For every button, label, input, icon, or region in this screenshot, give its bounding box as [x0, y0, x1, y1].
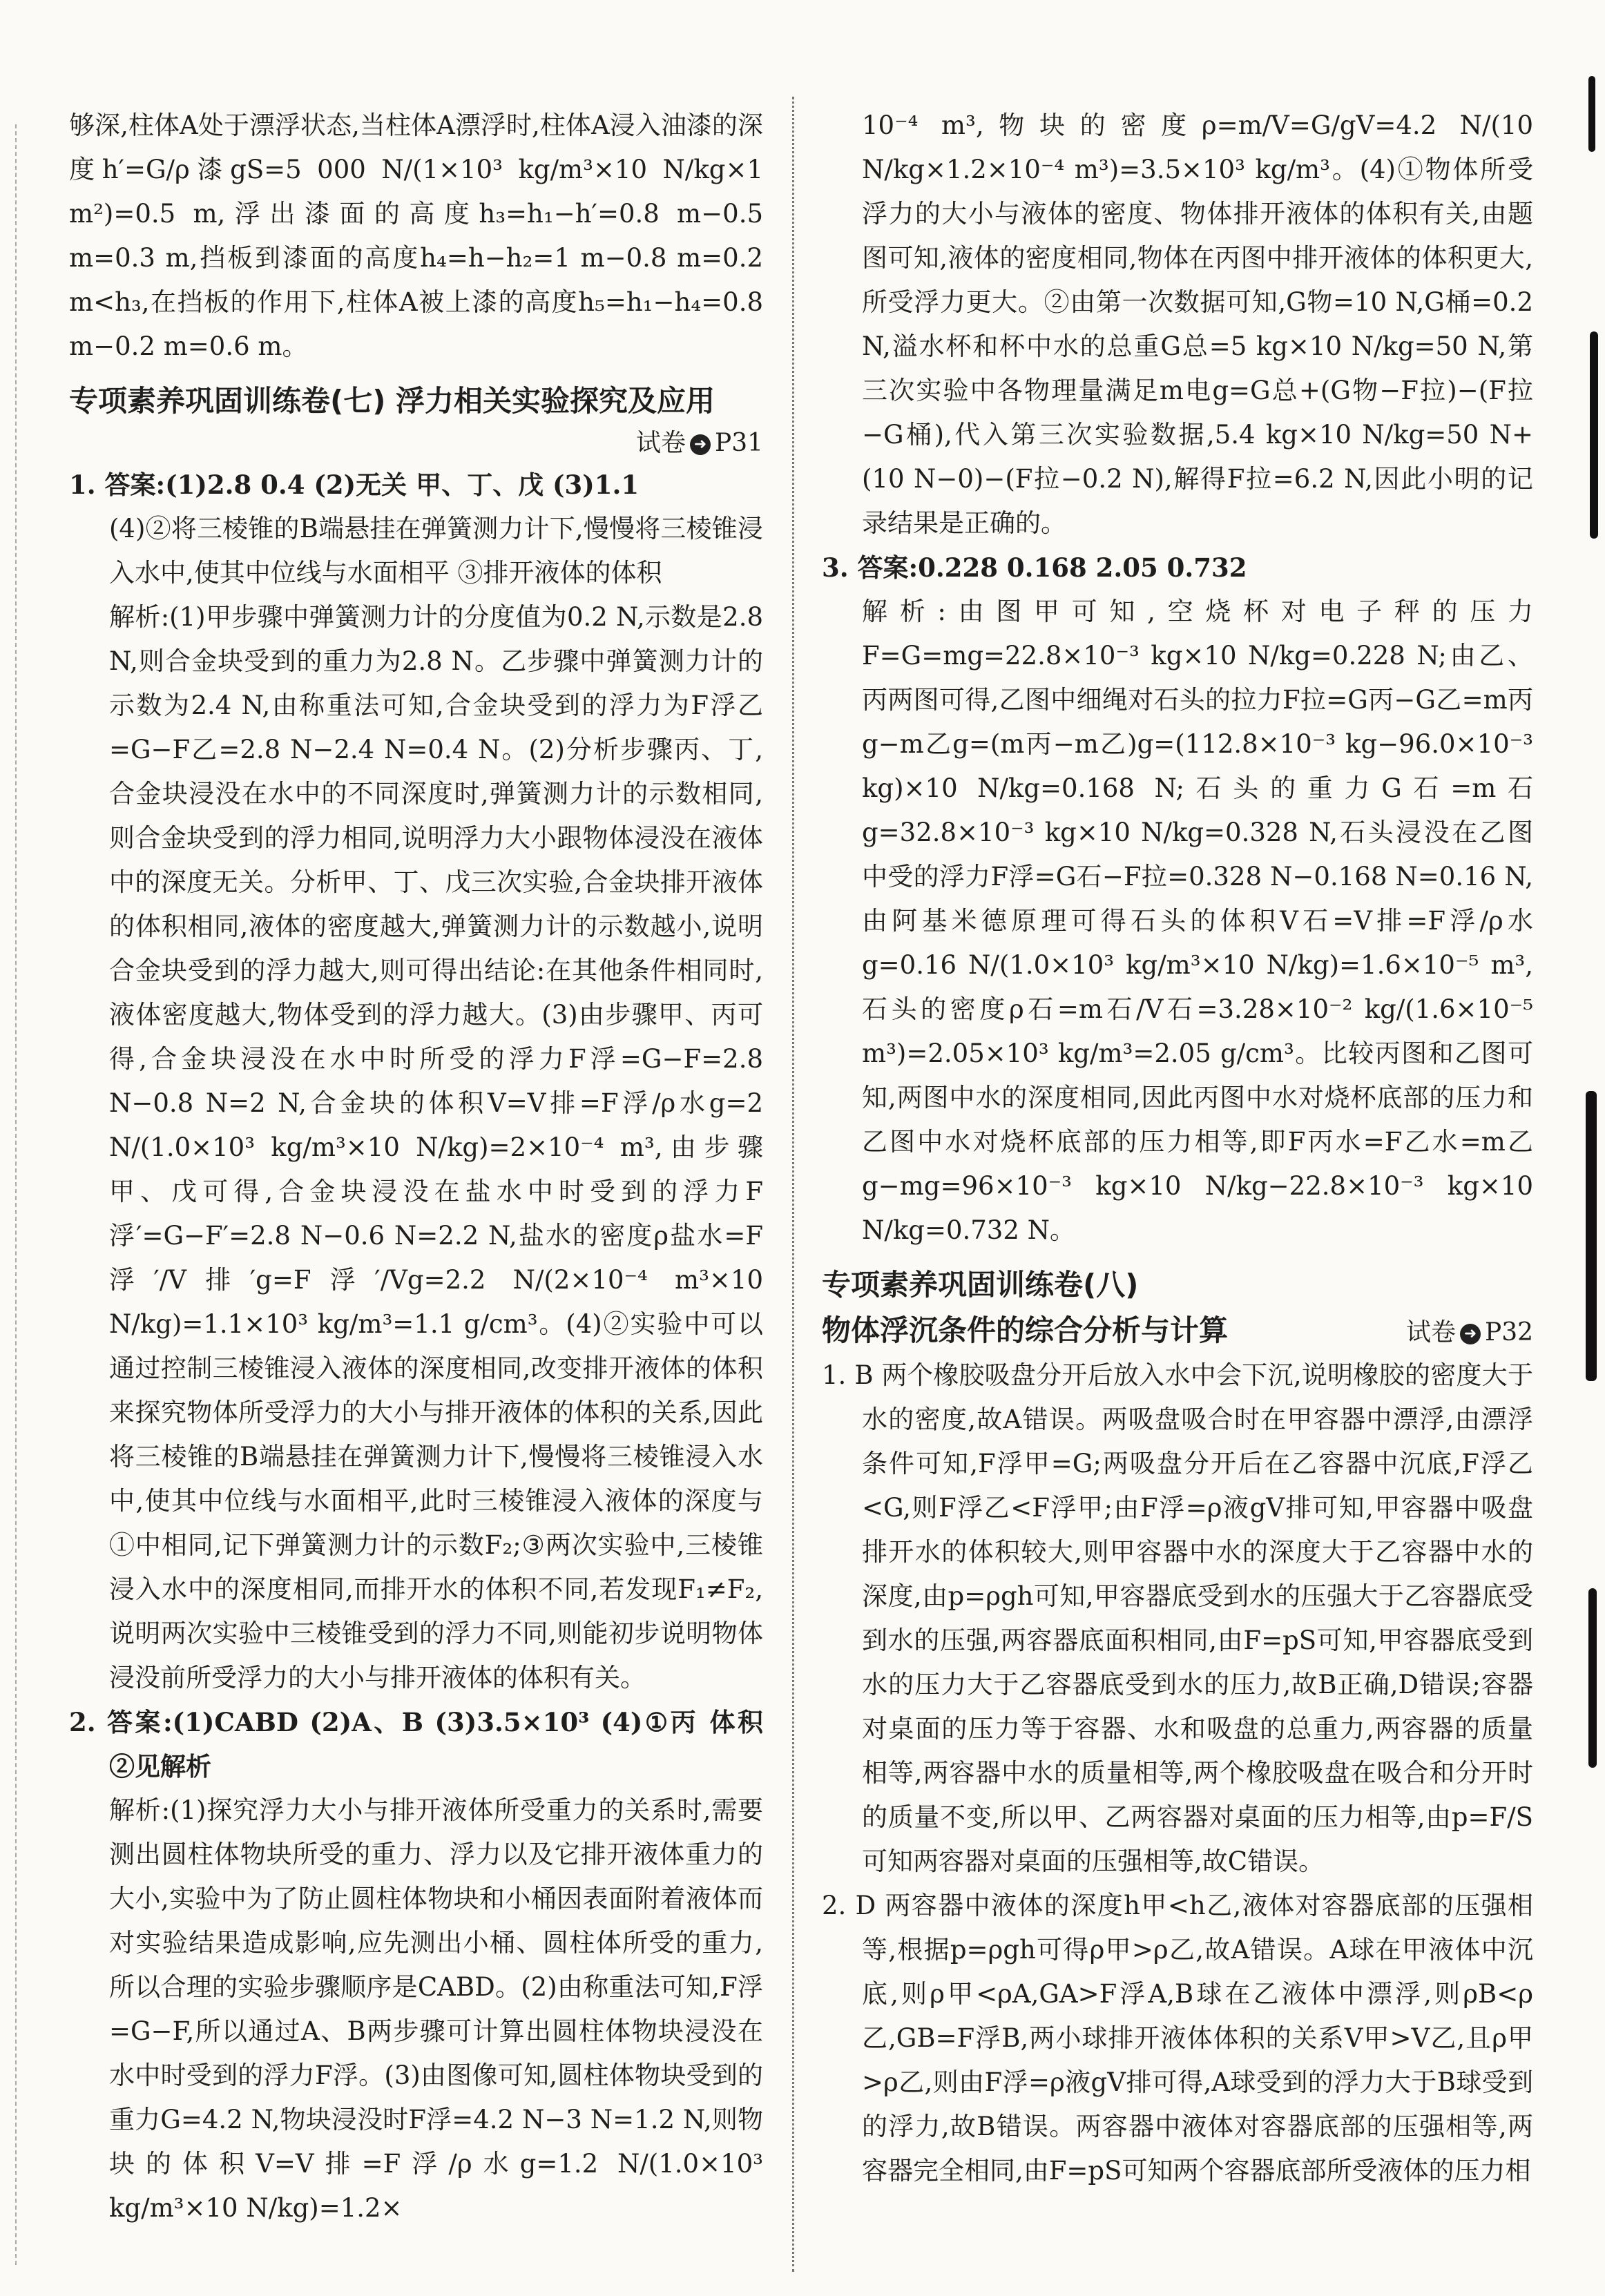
text-paragraph: 2. 答案:(1)CABD (2)A、B (3)3.5×10³ (4)①丙 体积 ②见解析	[69, 1707, 763, 1782]
text-paragraph: 1. 答案:(1)2.8 0.4 (2)无关 甲、丁、戊 (3)1.1	[69, 470, 640, 500]
text-paragraph: 解析:由图甲可知,空烧杯对电子秤的压力F=G=mg=22.8×10⁻³ kg×10 N/kg=0.228 N;由乙、丙两图可得,乙图中细绳对石头的拉力F拉=G丙−G乙=m丙g−m乙g=(m丙−m乙)g=(112.8×10⁻³ kg−96.0×10⁻³ kg)×10 N/kg=0.168 N;石头的重力G石=m石g=32.8×10⁻³ kg×10 N/kg=0.328 N,石头浸没在乙图中受的浮力F浮=G石−F拉=0.328 N−0.168 N=0.16 N,由阿基米德原理可得石头的体积V石=V排=F浮/ρ水g=0.16 N/(1.0×10³ kg/m³×10 N/kg)=1.6×10⁻⁵ m³,石头的密度ρ石=m石/V石=3.28×10⁻² kg/(1.6×10⁻⁵ m³)=2.05×10³ kg/m³=2.05 g/cm³。比较丙图和乙图可知,两图中水的深度相同,因此丙图中水对烧杯底部的压力和乙图中水对烧杯底部的压力相等,即F丙水=F乙水=m乙g−mg=96×10⁻³ kg×10 N/kg−22.8×10⁻³ kg×10 N/kg=0.732 N。	[862, 597, 1533, 1245]
text-paragraph: 解析:(1)甲步骤中弹簧测力计的分度值为0.2 N,示数是2.8 N,则合金块受到的重力为2.8 N。乙步骤中弹簧测力计的示数为2.4 N,由称重法可知,合金块受到的浮力为F浮乙=G−F乙=2.8 N−2.4 N=0.4 N。(2)分析步骤丙、丁,合金块浸没在水中的不同深度时,弹簧测力计的示数相同,则合金块受到的浮力相同,说明浮力大小跟物体浸没在液体中的深度无关。分析甲、丁、戊三次实验,合金块排开液体的体积相同,液体的密度越大,弹簧测力计的示数越小,说明合金块受到的浮力越大,则可得出结论:在其他条件相同时,液体密度越大,物体受到的浮力越大。(3)由步骤甲、丙可得,合金块浸没在水中时所受的浮力F浮=G−F=2.8 N−0.8 N=2 N,合金块的体积V=V排=F浮/ρ水g=2 N/(1.0×10³ kg/m³×10 N/kg)=2×10⁻⁴ m³,由步骤甲、戊可得,合金块浸没在盐水中时受到的浮力F浮′=G−F′=2.8 N−0.6 N=2.2 N,盐水的密度ρ盐水=F浮′/V排′g=F浮′/Vg=2.2 N/(2×10⁻⁴ m³×10 N/kg)=1.1×10³ kg/m³=1.1 g/cm³。(4)②实验中可以通过控制三棱锥浸入液体的深度相同,改变排开液体的体积来探究物体所受浮力的大小与排开液体的体积的关系,因此将三棱锥的B端悬挂在弹簧测力计下,慢慢将三棱锥浸入水中,使其中位线与水面相平,此时三棱锥浸入液体的深度与①中相同,记下弹簧测力计的示数F₂;③两次实验中,三棱锥浸入水中的深度相同,而排开水的体积不同,若发现F₁≠F₂,说明两次实验中三棱锥受到的浮力不同,则能初步说明物体浸没前所受浮力的大小与排开液体的体积有关。	[109, 602, 763, 1692]
section-subtitle: 物体浮沉条件的综合分析与计算	[822, 1313, 1229, 1347]
scan-edge-mark	[1586, 1091, 1597, 1381]
section-title: 专项素养巩固训练卷(八)	[822, 1268, 1139, 1302]
paper-reference: 试卷 ➜ P31	[635, 429, 763, 457]
text-paragraph: 解析:(1)探究浮力大小与排开液体所受重力的关系时,需要测出圆柱体物块所受的重力、浮力以及它排开液体重力的大小,实验中为了防止圆柱体物块和小桶因表面附着液体而对实验结果造成影响,应先测出小桶、圆柱体所受的重力,所以合理的实验步骤顺序是CABD。(2)由称重法可知,F浮=G−F,所以通过A、B两步骤可计算出圆柱体物块浸没在水中时受到的浮力F浮。(3)由图像可知,圆柱体物块受到的重力G=4.2 N,物块浸没时F浮=4.2 N−3 N=1.2 N,则物块的体积V=V排=F浮/ρ水g=1.2 N/(1.0×10³ kg/m³×10 N/kg)=1.2×	[109, 1795, 763, 2223]
text-paragraph: 够深,柱体A处于漂浮状态,当柱体A漂浮时,柱体A浸入油漆的深度h′=G/ρ漆gS=5 000 N/(1×10³ kg/m³×10 N/kg×1 m²)=0.5 m,浮出漆面的高度h₃=h₁−h′=0.8 m−0.5 m=0.3 m,挡板到漆面的高度h₄=h−h₂=1 m−0.8 m=0.2 m<h₃,在挡板的作用下,柱体A被上漆的高度h₅=h₁−h₄=0.8 m−0.2 m=0.6 m。	[69, 110, 763, 361]
right-column	[822, 104, 1533, 2193]
column-divider	[792, 97, 794, 2272]
section-title: 专项素养巩固训练卷(七) 浮力相关实验探究及应用	[69, 384, 715, 418]
scan-edge-mark	[1588, 1588, 1597, 1768]
scan-edge-mark	[1590, 331, 1598, 539]
left-column	[69, 104, 763, 2230]
arrow-right-icon: ➜	[690, 434, 711, 455]
section-heading	[69, 378, 763, 463]
scan-edge-mark	[1588, 76, 1595, 152]
section-heading	[822, 1262, 1533, 1353]
binding-margin-line	[15, 124, 17, 2265]
text-paragraph: 3. 答案:0.228 0.168 2.05 0.732	[822, 552, 1247, 583]
text-paragraph: 2. D 两容器中液体的深度h甲<h乙,液体对容器底部的压强相等,根据p=ρgh可得ρ甲>ρ乙,故A错误。A球在甲液体中沉底,则ρ甲<ρA,GA>F浮A,B球在乙液体中漂浮,则ρB<ρ乙,GB=F浮B,两小球排开液体体积的关系V甲>V乙,且ρ甲>ρ乙,则由F浮=ρ液gV排可得,A球受到的浮力大于B球受到的浮力,故B错误。两容器中液体对容器底部的压强相等,两容器完全相同,由F=pS可知两个容器底部所受液体的压力相	[822, 1891, 1533, 2186]
text-paragraph: (4)②将三棱锥的B端悬挂在弹簧测力计下,慢慢将三棱锥浸入水中,使其中位线与水面相平 ③排开液体的体积	[109, 514, 763, 588]
text-paragraph: 10⁻⁴ m³,物块的密度ρ=m/V=G/gV=4.2 N/(10 N/kg×1.2×10⁻⁴ m³)=3.5×10³ kg/m³。(4)①物体所受浮力的大小与液体的密度、物体排开液体的体积有关,由题图可知,液体的密度相同,物体在丙图中排开液体的体积更大,所受浮力更大。②由第一次数据可知,G物=10 N,G桶=0.2 N,溢水杯和杯中水的总重G总=5 kg×10 N/kg=50 N,第三次实验中各物理量满足m电g=G总+(G物−F拉)−(F拉−G桶),代入第三次实验数据,5.4 kg×10 N/kg=50 N+(10 N−0)−(F拉−0.2 N),解得F拉=6.2 N,因此小明的记录结果是正确的。	[862, 110, 1533, 538]
text-paragraph: 1. B 两个橡胶吸盘分开后放入水中会下沉,说明橡胶的密度大于水的密度,故A错误。两吸盘吸合时在甲容器中漂浮,由漂浮条件可知,F浮甲=G;两吸盘分开后在乙容器中沉底,F浮乙<G,则F浮乙<F浮甲;由F浮=ρ液gV排可知,甲容器中吸盘排开水的体积较大,则甲容器中水的深度大于乙容器中水的深度,由p=ρgh可知,甲容器底受到水的压强大于乙容器底受到水的压强,两容器底面积相同,由F=pS可知,甲容器底受到水的压力大于乙容器底受到水的压力,故B正确,D错误;容器对桌面的压力等于容器、水和吸盘的总重力,两容器的质量相等,两容器中水的质量相等,两个橡胶吸盘在吸合和分开时的质量不变,所以甲、乙两容器对桌面的压力相等,由p=F/S可知两容器对桌面的压强相等,故C错误。	[822, 1360, 1533, 1876]
paper-reference: 试卷 ➜ P32	[1405, 1318, 1533, 1347]
arrow-right-icon: ➜	[1460, 1324, 1481, 1344]
